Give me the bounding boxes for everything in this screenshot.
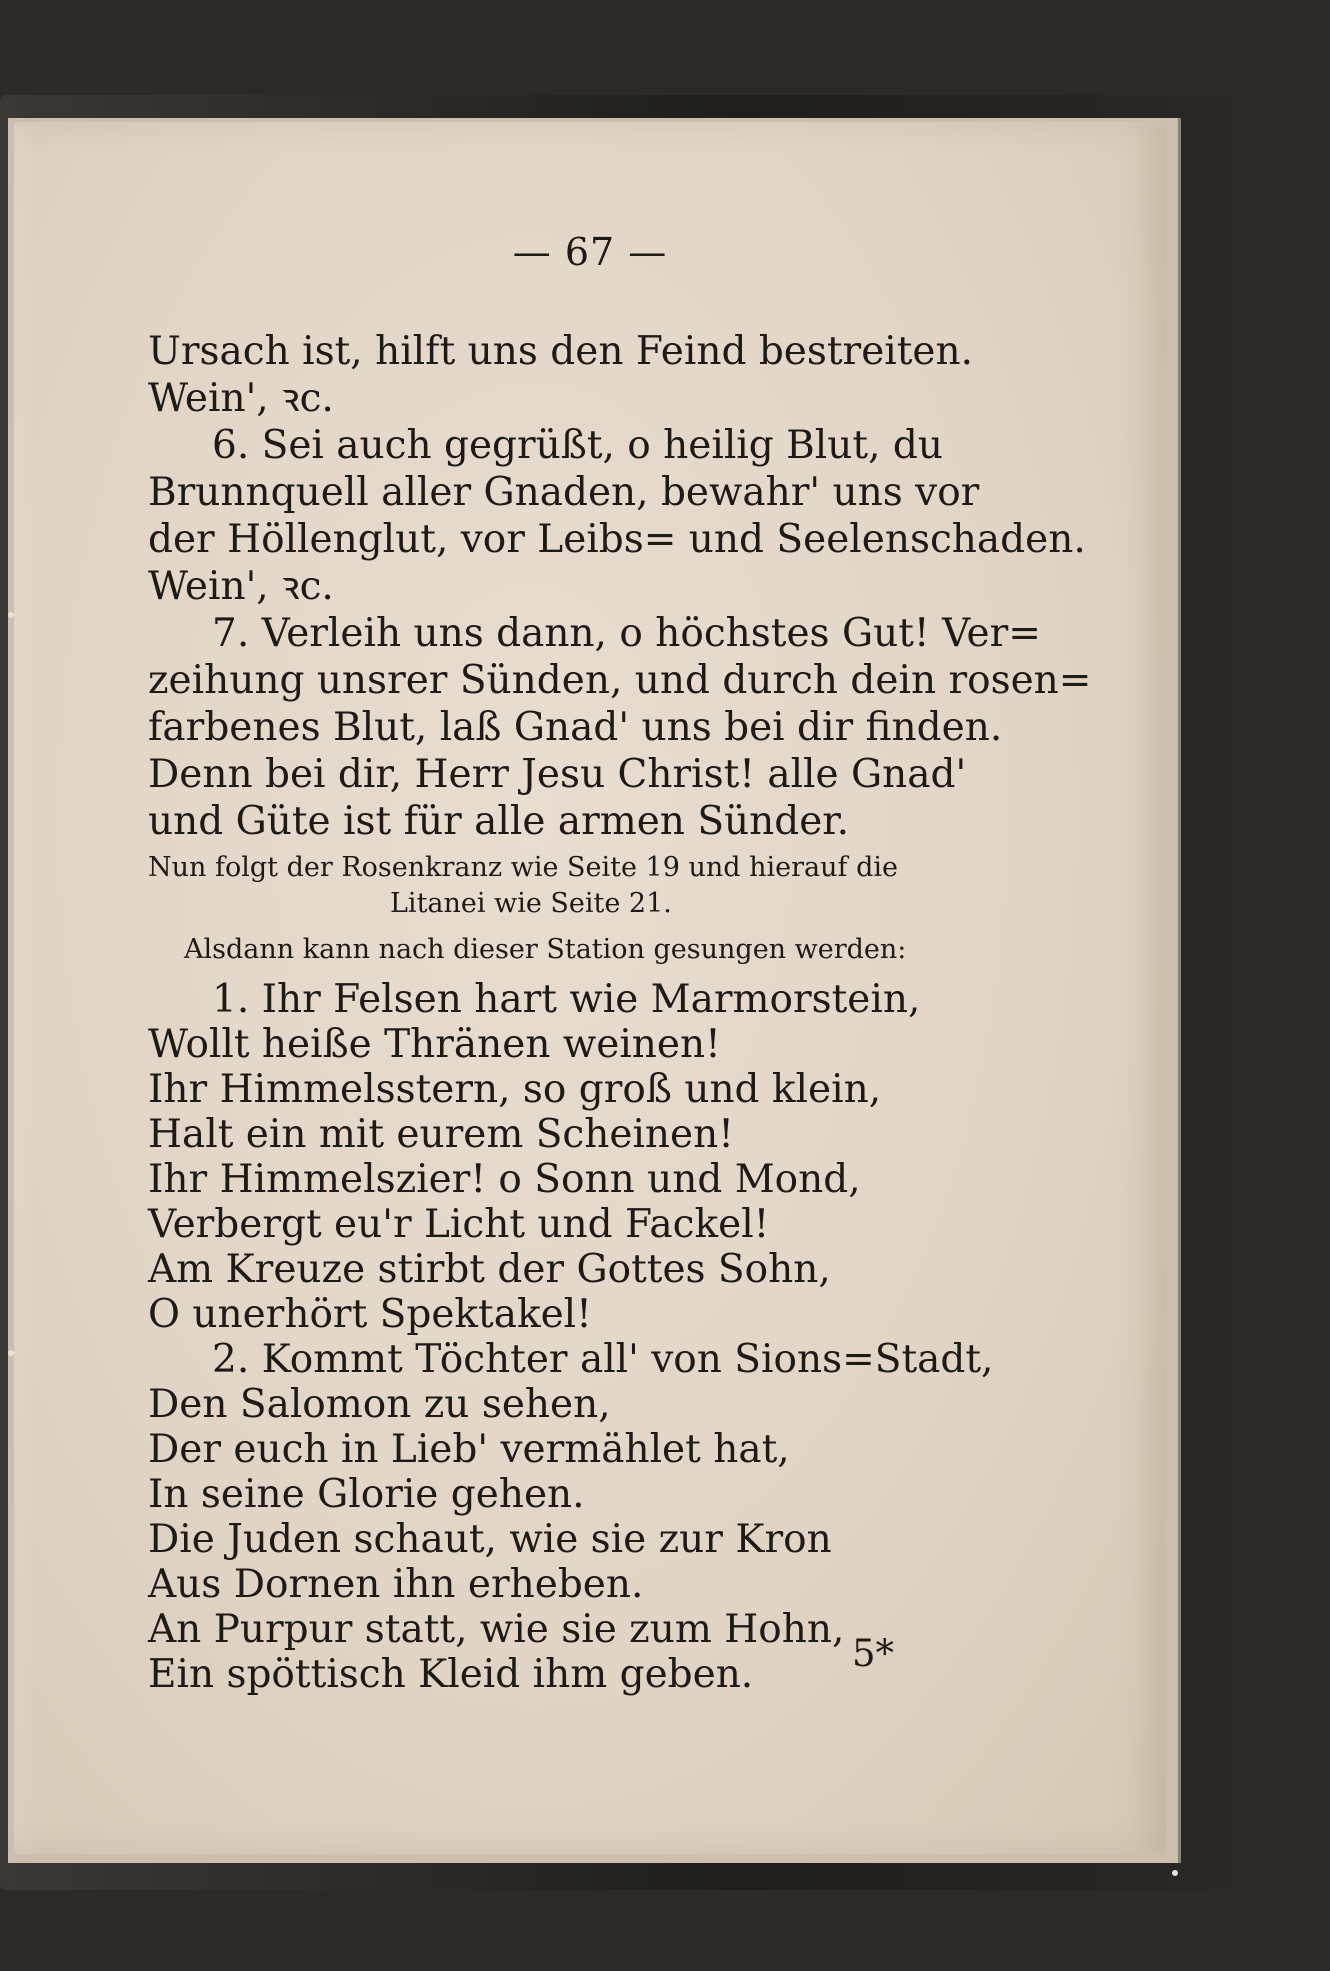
- verse-line: Aus Dornen ihn erheben.: [148, 1562, 644, 1607]
- binding-mark: [8, 612, 14, 618]
- verse-line: Ihr Himmelszier! o Sonn und Mond,: [148, 1157, 861, 1202]
- verse-line: Der euch in Lieb' vermählet hat,: [148, 1427, 790, 1472]
- verse-line: Wollt heiße Thränen weinen!: [148, 1022, 721, 1067]
- page-number: — 67 —: [512, 230, 668, 274]
- text-line: Brunnquell aller Gnaden, bewahr' uns vor: [148, 470, 980, 515]
- verse-line: An Purpur statt, wie sie zum Hohn,: [148, 1607, 845, 1652]
- text-line: farbenes Blut, laß Gnad' uns bei dir finden.: [148, 705, 1003, 750]
- verse-line: In seine Glorie gehen.: [148, 1472, 585, 1517]
- text-line: zeihung unsrer Sünden, und durch dein rosen=: [148, 658, 1092, 703]
- verse-line: O unerhört Spektakel!: [148, 1292, 592, 1337]
- instruction-line: Nun folgt der Rosenkranz wie Seite 19 und hierauf die: [148, 852, 898, 883]
- book-page: [14, 122, 1166, 1854]
- verse-line: 1. Ihr Felsen hart wie Marmorstein,: [212, 977, 921, 1022]
- verse-line: Den Salomon zu sehen,: [148, 1382, 611, 1427]
- verse-line: Ihr Himmelsstern, so groß und klein,: [148, 1067, 882, 1112]
- binding-mark: [1172, 1870, 1178, 1876]
- text-line: Ursach ist, hilft uns den Feind bestreiten.: [148, 329, 974, 374]
- verse-line: Halt ein mit eurem Scheinen!: [148, 1112, 734, 1157]
- verse-line: Am Kreuze stirbt der Gottes Sohn,: [148, 1247, 831, 1292]
- verse-line: Verbergt eu'r Licht und Fackel!: [148, 1202, 770, 1247]
- text-line: Denn bei dir, Herr Jesu Christ! alle Gnad': [148, 752, 967, 797]
- text-line: Wein', ꝛc.: [148, 564, 334, 609]
- text-line: 6. Sei auch gegrüßt, o heilig Blut, du: [212, 423, 943, 468]
- binding-mark: [8, 1350, 14, 1356]
- verse-line: 2. Kommt Töchter all' von Sions=Stadt,: [212, 1337, 994, 1382]
- text-line: Wein', ꝛc.: [148, 376, 334, 421]
- verse-line: Ein spöttisch Kleid ihm geben.: [148, 1652, 754, 1697]
- text-line: 7. Verleih uns dann, o höchstes Gut! Ver=: [212, 611, 1041, 656]
- text-line: der Höllenglut, vor Leibs= und Seelenschaden.: [148, 517, 1086, 562]
- instruction-line: Litanei wie Seite 21.: [390, 888, 672, 919]
- signature-mark: 5*: [852, 1632, 895, 1675]
- text-line: und Güte ist für alle armen Sünder.: [148, 799, 850, 844]
- verse-line: Die Juden schaut, wie sie zur Kron: [148, 1517, 832, 1562]
- instruction-line: Alsdann kann nach dieser Station gesungen werden:: [184, 934, 907, 965]
